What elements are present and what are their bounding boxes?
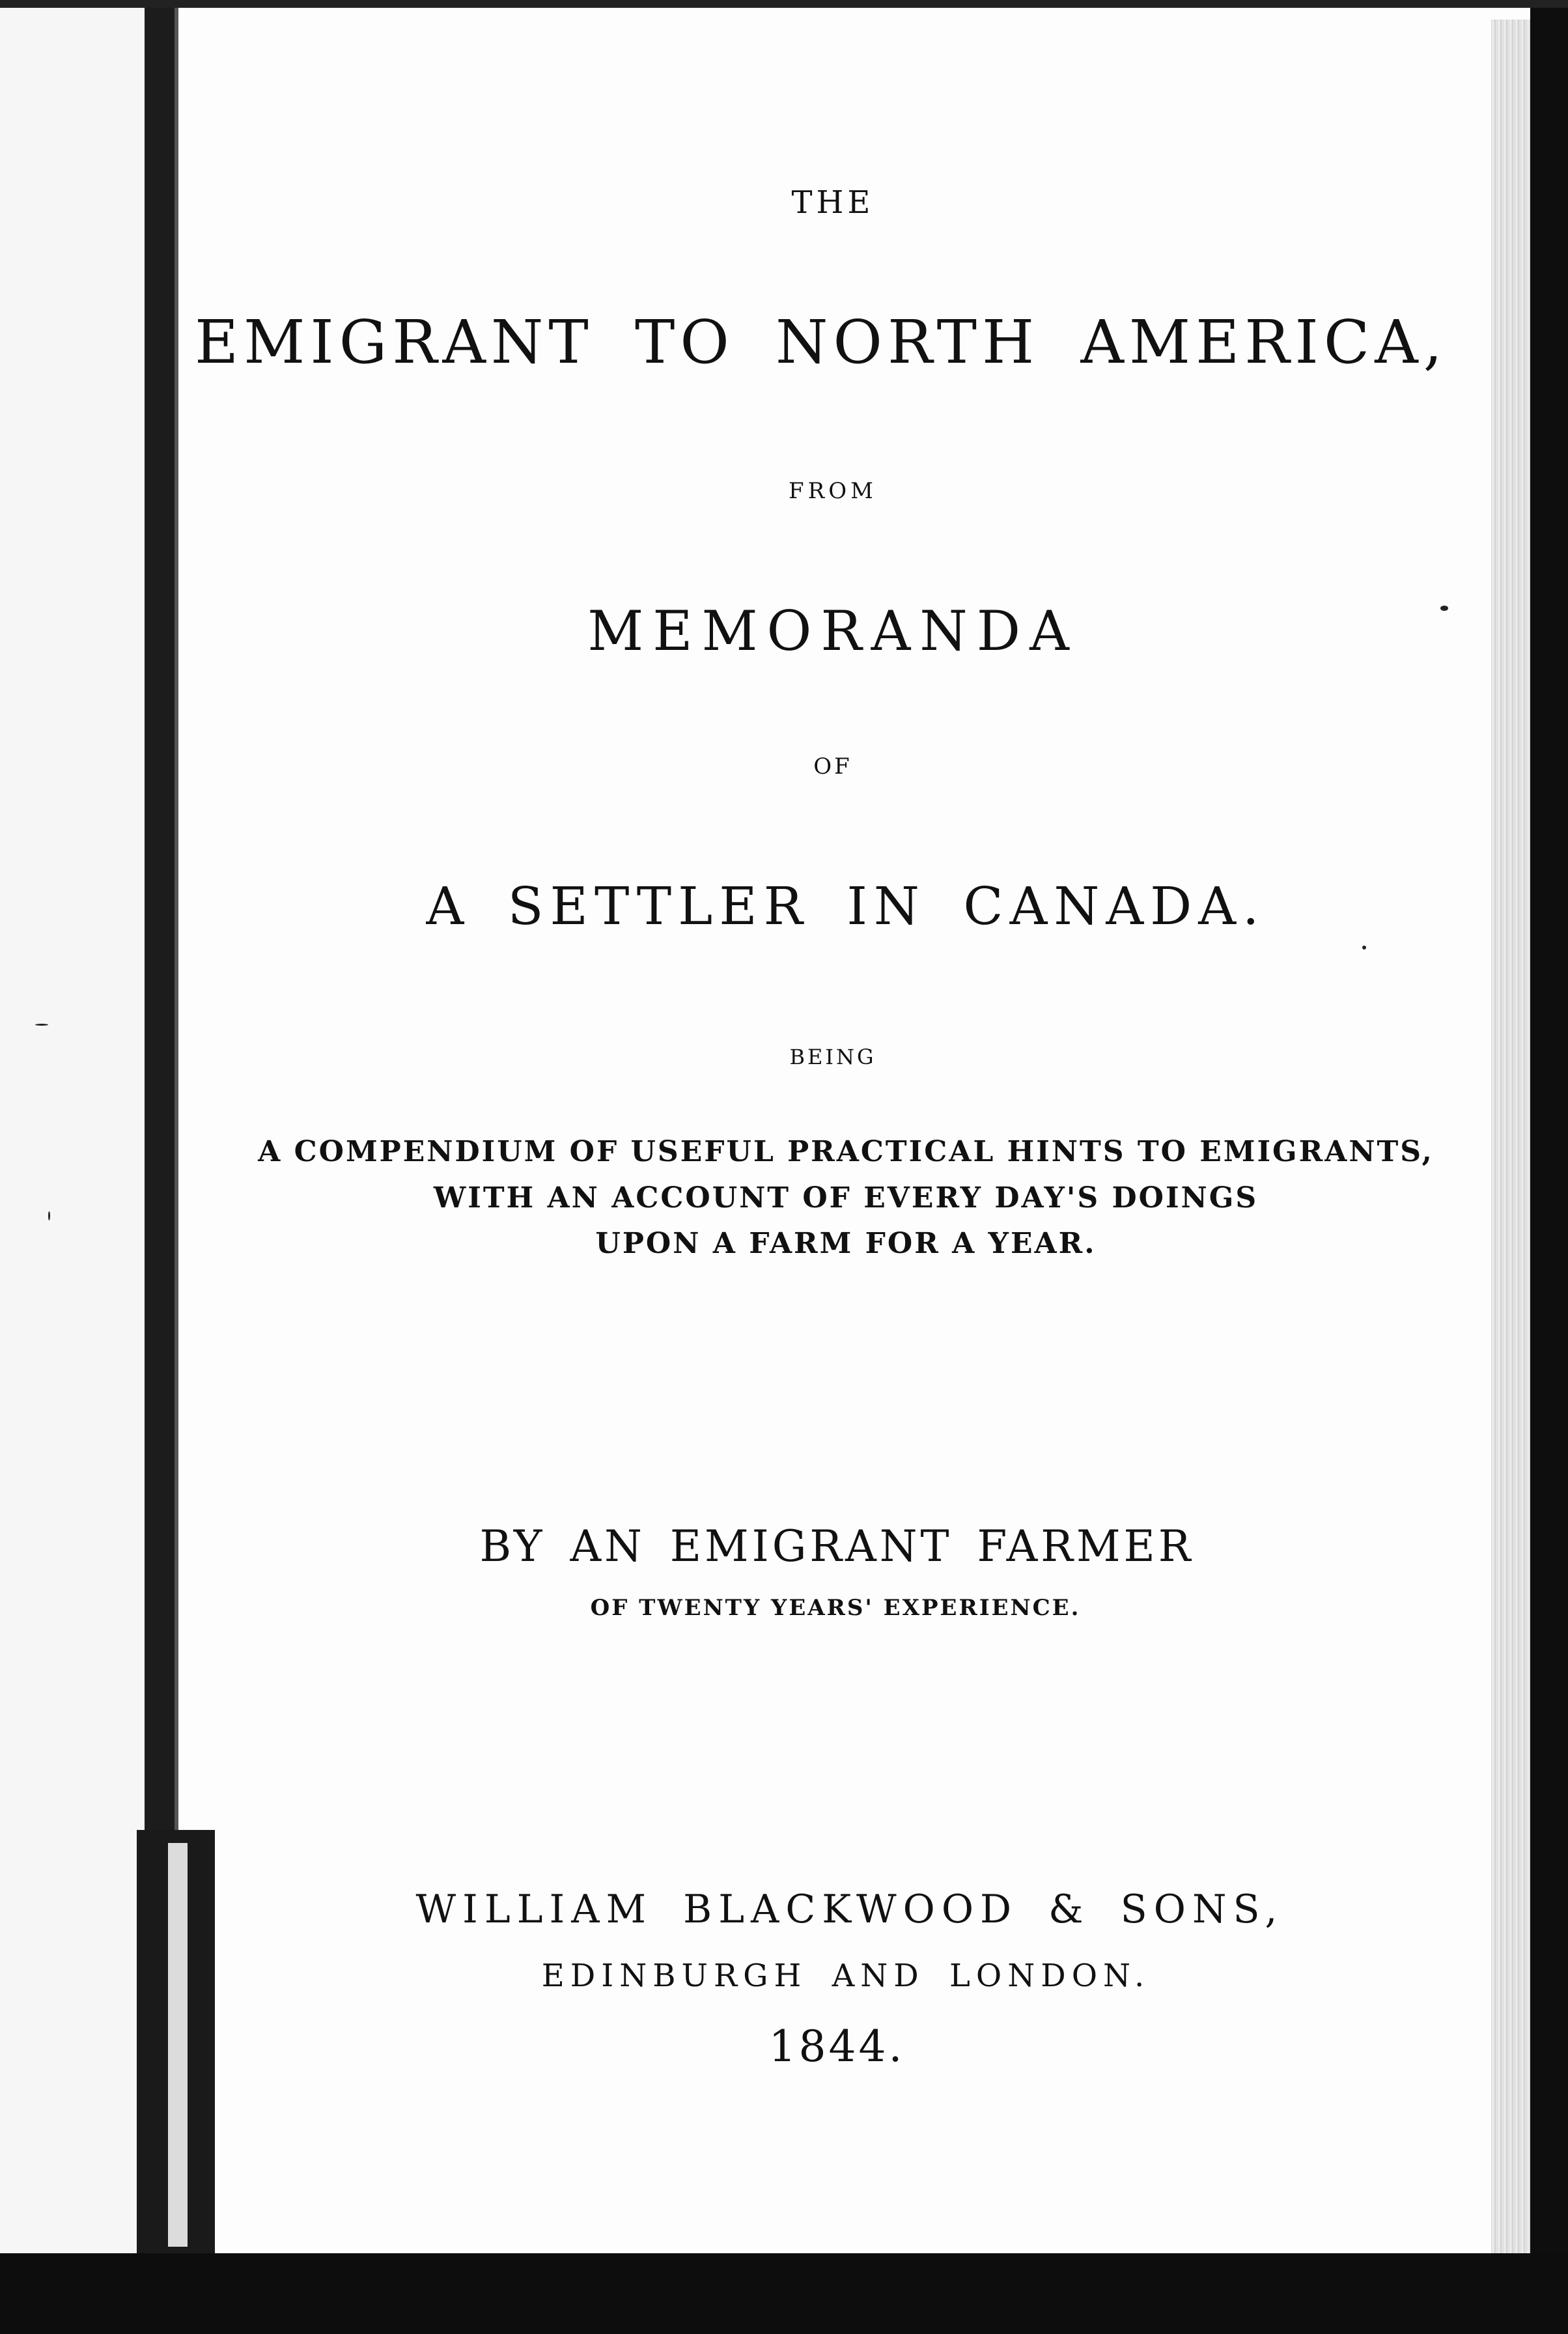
title-connector-of: OF: [813, 753, 852, 780]
scan-border-bottom: [0, 2253, 1568, 2334]
title-article: THE: [791, 184, 875, 221]
author-experience: OF TWENTY YEARS' EXPERIENCE.: [590, 1595, 1081, 1621]
publisher-name: WILLIAM BLACKWOOD & SONS,: [415, 1887, 1284, 1932]
publication-year: 1844.: [768, 2021, 905, 2072]
publisher-cities: EDINBURGH AND LONDON.: [541, 1958, 1151, 1994]
subtitle-being: BEING: [789, 1045, 876, 1069]
title-memoranda: MEMORANDA: [587, 599, 1078, 663]
ink-speck: [48, 1211, 50, 1220]
ink-speck: [35, 1024, 48, 1026]
title-page: [175, 8, 1491, 2253]
scan-border-top: [0, 0, 1568, 8]
scan-border-right: [1530, 0, 1568, 2334]
description-line: A COMPENDIUM OF USEFUL PRACTICAL HINTS TO EMIGRANTS,: [258, 1135, 1434, 1168]
title-settler: A SETTLER IN CANADA.: [426, 876, 1266, 936]
description-line: WITH AN ACCOUNT OF EVERY DAY'S DOINGS: [433, 1181, 1259, 1215]
title-connector-from: FROM: [789, 478, 877, 504]
author-line: BY AN EMIGRANT FARMER: [479, 1521, 1194, 1571]
description-line: UPON A FARM FOR A YEAR.: [595, 1227, 1097, 1260]
facing-page-edge: [0, 0, 153, 2253]
main-title: EMIGRANT TO NORTH AMERICA,: [195, 307, 1448, 377]
